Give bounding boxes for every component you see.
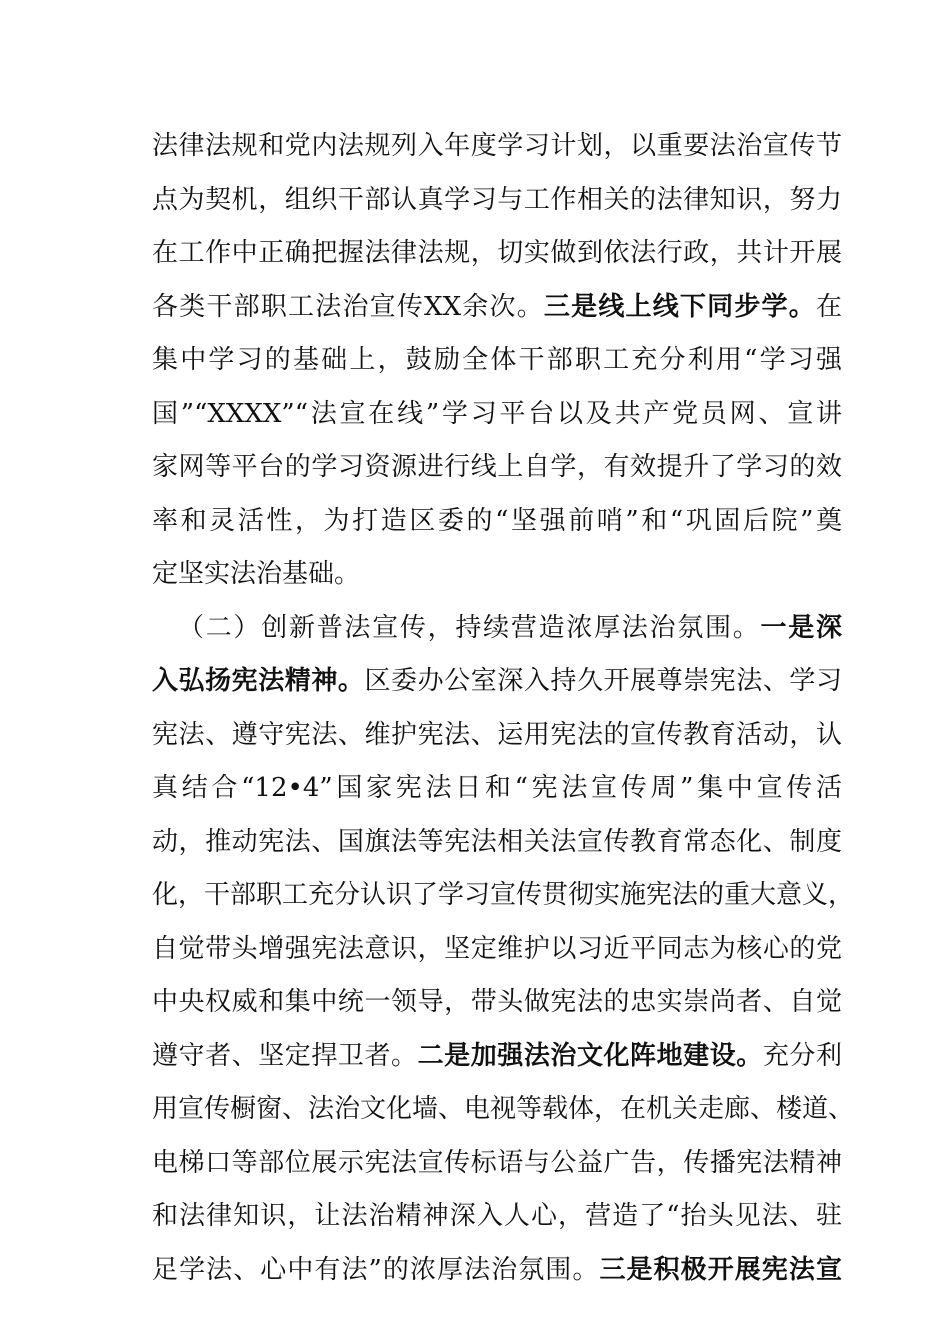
- section-heading-text: （二）创新普法宣传，持续营造浓厚法治氛围。: [178, 612, 761, 643]
- body-line: 真结合“12•4”国家宪法日和“宪法宣传周”集中宣传活: [152, 773, 842, 803]
- body-line: 定坚实法治基础。: [152, 559, 361, 589]
- body-line: 集中学习的基础上，鼓励全体干部职工充分利用“学习强: [152, 345, 842, 375]
- bold-heading-text: 三是积极开展宪法宣: [599, 1254, 842, 1285]
- section-heading-line: [152, 602, 842, 656]
- body-line: [152, 655, 842, 709]
- body-text: 各类干部职工法治宣传XX余次。: [152, 291, 544, 322]
- body-line: 电梯口等部位展示宪法宣传标语与公益广告，传播宪法精神: [152, 1147, 842, 1178]
- body-line: 国”“XXXX”“法宣在线”学习平台以及共产党员网、宣讲: [152, 398, 842, 429]
- body-line: [152, 1030, 842, 1084]
- body-line: 点为契机，组织干部认真学习与工作相关的法律知识，努力: [152, 184, 842, 215]
- body-line: 中央权威和集中统一领导，带头做宪法的忠实崇尚者、自觉: [152, 987, 842, 1017]
- body-line: 在工作中正确把握法律法规，切实做到依法行政，共计开展: [152, 238, 842, 268]
- body-text: 在: [815, 291, 842, 322]
- body-line: 家网等平台的学习资源进行线上自学，有效提升了学习的效: [152, 452, 842, 482]
- bold-heading-text: 二是加强法治文化阵地建设。: [417, 1040, 763, 1071]
- bold-heading-text: 一是深: [760, 612, 842, 643]
- bold-heading-text: 入弘扬宪法精神。: [152, 666, 365, 696]
- body-line: 用宣传橱窗、法治文化墙、电视等载体，在机关走廊、楼道、: [152, 1094, 855, 1124]
- body-text: 足学法、心中有法”的浓厚法治氛围。: [152, 1254, 600, 1285]
- body-line: 和法律知识，让法治精神深入人心，营造了“抬头见法、驻: [152, 1201, 842, 1231]
- document-body: [152, 120, 855, 1297]
- body-line: 率和灵活性，为打造区委的“坚强前哨”和“巩固后院”奠: [152, 505, 842, 536]
- body-text: 区委办公室深入持久开展尊崇宪法、学习: [364, 666, 842, 696]
- body-line: [152, 281, 842, 335]
- body-line: 自觉带头增强宪法意识，坚定维护以习近平同志为核心的党: [152, 933, 842, 964]
- body-text: 遵守者、坚定捍卫者。: [152, 1040, 418, 1071]
- body-line: 宪法、遵守宪法、维护宪法、运用宪法的宣传教育活动，认: [152, 719, 842, 750]
- body-text: 充分利: [762, 1040, 842, 1071]
- bold-heading-text: 三是线上线下同步学。: [543, 291, 816, 322]
- body-line: 法律法规和党内法规列入年度学习计划，以重要法治宣传节: [152, 131, 842, 161]
- body-line: 化，干部职工充分认识了学习宣传贯彻实施宪法的重大意义，: [152, 880, 855, 910]
- body-line: 动，推动宪法、国旗法等宪法相关法宣传教育常态化、制度: [152, 826, 842, 857]
- body-line: [152, 1244, 842, 1298]
